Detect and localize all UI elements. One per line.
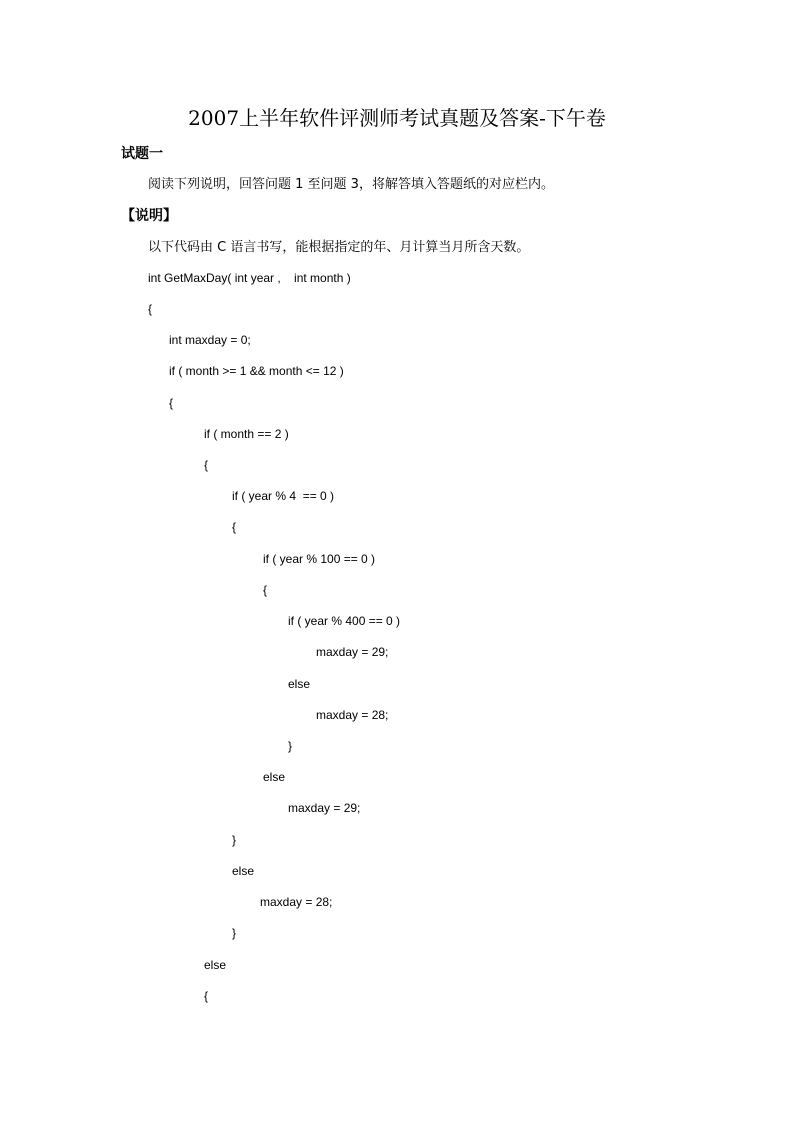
question-heading: 试题一 [121, 146, 163, 162]
section-heading: 【说明】 [121, 208, 177, 224]
code-line: } [232, 926, 237, 940]
code-line: else [204, 958, 227, 972]
code-line: maxday = 29; [316, 645, 389, 659]
code-line: { [148, 302, 153, 316]
code-line: { [263, 583, 268, 597]
code-line: if ( year % 4 == 0 ) [232, 489, 335, 503]
code-line: else [263, 770, 286, 784]
code-line: maxday = 28; [260, 895, 333, 909]
code-line: { [232, 520, 237, 534]
code-line: else [288, 677, 311, 691]
intro-paragraph: 阅读下列说明，回答问题 1 至问题 3，将解答填入答题纸的对应栏内。 [148, 177, 554, 192]
description-paragraph: 以下代码由 C 语言书写，能根据指定的年、月计算当月所含天数。 [148, 240, 530, 255]
code-line: maxday = 28; [316, 708, 389, 722]
code-line: { [204, 989, 209, 1003]
code-line: int GetMaxDay( int year , int month ) [148, 271, 351, 285]
code-line: if ( month >= 1 && month <= 12 ) [169, 364, 344, 378]
code-line: int maxday = 0; [169, 333, 251, 347]
code-line: if ( month == 2 ) [204, 427, 289, 441]
code-line: } [288, 739, 293, 753]
code-line: else [232, 864, 255, 878]
code-line: if ( year % 400 == 0 ) [288, 614, 401, 628]
code-line: if ( year % 100 == 0 ) [263, 552, 376, 566]
code-line: } [232, 833, 237, 847]
document-title: 2007上半年软件评测师考试真题及答案-下午卷 [188, 106, 606, 130]
code-line: maxday = 29; [288, 801, 361, 815]
code-line: { [169, 396, 174, 410]
code-line: { [204, 458, 209, 472]
